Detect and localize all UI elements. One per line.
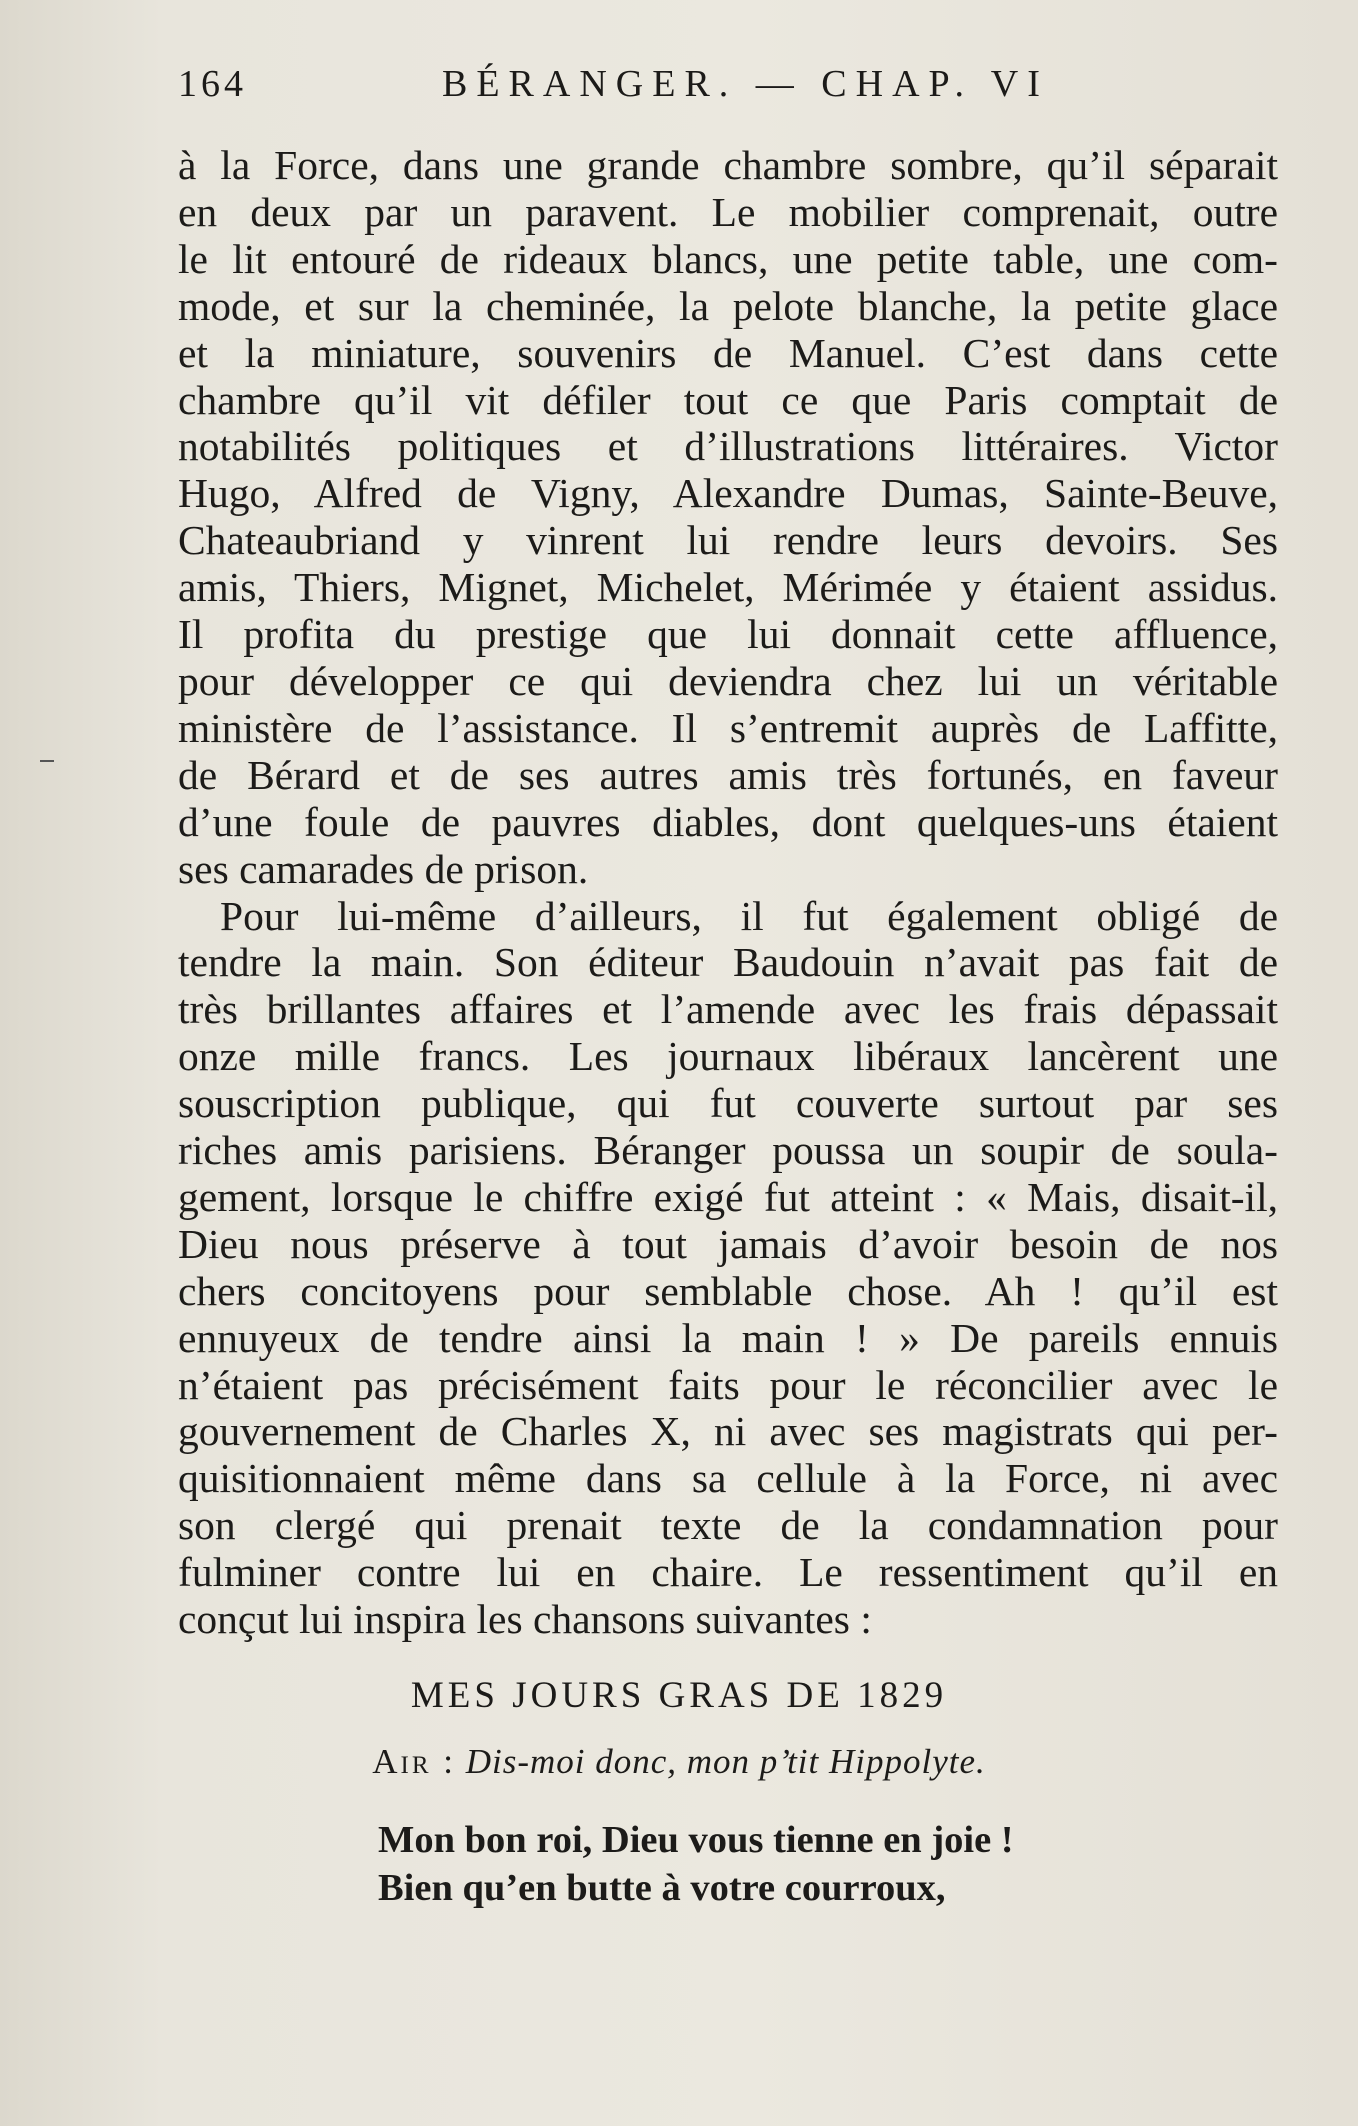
text-line: d’une foule de pauvres diables, dont quelques-uns étaient	[178, 798, 1278, 845]
text-line: quisitionnaient même dans sa cellule à la Force, ni avec	[178, 1455, 1278, 1502]
text-line: gouvernement de Charles X, ni avec ses magistrats qui per-	[178, 1408, 1278, 1455]
text-line: de Bérard et de ses autres amis très fortunés, en faveur	[178, 751, 1278, 798]
poem-title: MES JOURS GRAS DE 1829	[410, 1675, 948, 1716]
text-line: très brillantes affaires et l’amende avec les frais dépassait	[178, 986, 1278, 1033]
poem-air	[0, 1742, 1358, 1782]
paragraph-2	[178, 893, 1278, 1644]
page-header	[172, 62, 1282, 112]
text-line: Pour lui-même d’ailleurs, il fut également obligé de	[220, 892, 1278, 939]
text-line: son clergé qui prenait texte de la condamnation pour	[178, 1502, 1278, 1549]
page-number: 164	[178, 63, 247, 105]
poem-verse: Bien qu’en butte à votre courroux,	[378, 1867, 946, 1909]
margin-mark	[40, 760, 54, 762]
air-tune: Dis-moi donc, mon p’tit Hippolyte.	[465, 1742, 986, 1781]
text-line: Il profita du prestige que lui donnait cette affluence,	[178, 611, 1278, 658]
text-line: mode, et sur la cheminée, la pelote blanche, la petite glace	[178, 282, 1278, 329]
text-line: le lit entouré de rideaux blancs, une petite table, une com-	[178, 235, 1278, 282]
text-line: en deux par un paravent. Le mobilier comprenait, outre	[178, 188, 1278, 235]
text-line: conçut lui inspira les chansons suivantes :	[178, 1596, 872, 1643]
text-line: pour développer ce qui deviendra chez lui un véritable	[178, 657, 1278, 704]
text-line: fulminer contre lui en chaire. Le ressentiment qu’il en	[178, 1549, 1278, 1596]
text-line: Hugo, Alfred de Vigny, Alexandre Dumas, Sainte-Beuve,	[178, 470, 1278, 517]
text-line: riches amis parisiens. Béranger poussa un soupir de soula-	[178, 1127, 1278, 1174]
text-line: notabilités politiques et d’illustrations littéraires. Victor	[178, 423, 1278, 470]
air-label: Air :	[372, 1742, 456, 1781]
text-line: ennuyeux de tendre ainsi la main ! » De pareils ennuis	[178, 1314, 1278, 1361]
text-line: n’étaient pas précisément faits pour le réconcilier avec le	[178, 1361, 1278, 1408]
text-line: à la Force, dans une grande chambre sombre, qu’il séparait	[178, 142, 1278, 188]
text-line: et la miniature, souvenirs de Manuel. C’est dans cette	[178, 329, 1278, 376]
text-line: chers concitoyens pour semblable chose. Ah ! qu’il est	[178, 1267, 1278, 1314]
text-line: chambre qu’il vit défiler tout ce que Paris comptait de	[178, 376, 1278, 423]
poem-verse: Mon bon roi, Dieu vous tienne en joie !	[378, 1819, 1014, 1861]
text-line: tendre la main. Son éditeur Baudouin n’avait pas fait de	[178, 939, 1278, 986]
paragraph-1	[178, 142, 1278, 893]
text-line: Chateaubriand y vinrent lui rendre leurs devoirs. Ses	[178, 517, 1278, 564]
text-line: souscription publique, qui fut couverte surtout par ses	[178, 1080, 1278, 1127]
text-line: ses camarades de prison.	[178, 845, 589, 892]
body-text	[178, 142, 1278, 1643]
text-line: gement, lorsque le chiffre exigé fut atteint : « Mais, disait-il,	[178, 1173, 1278, 1220]
text-line: onze mille francs. Les journaux libéraux lancèrent une	[178, 1033, 1278, 1080]
running-head: BÉRANGER. — CHAP. VI	[442, 63, 1049, 105]
text-line: amis, Thiers, Mignet, Michelet, Mérimée y étaient assidus.	[178, 564, 1278, 611]
text-line: Dieu nous préserve à tout jamais d’avoir besoin de nos	[178, 1220, 1278, 1267]
text-line: ministère de l’assistance. Il s’entremit auprès de Laffitte,	[178, 704, 1278, 751]
